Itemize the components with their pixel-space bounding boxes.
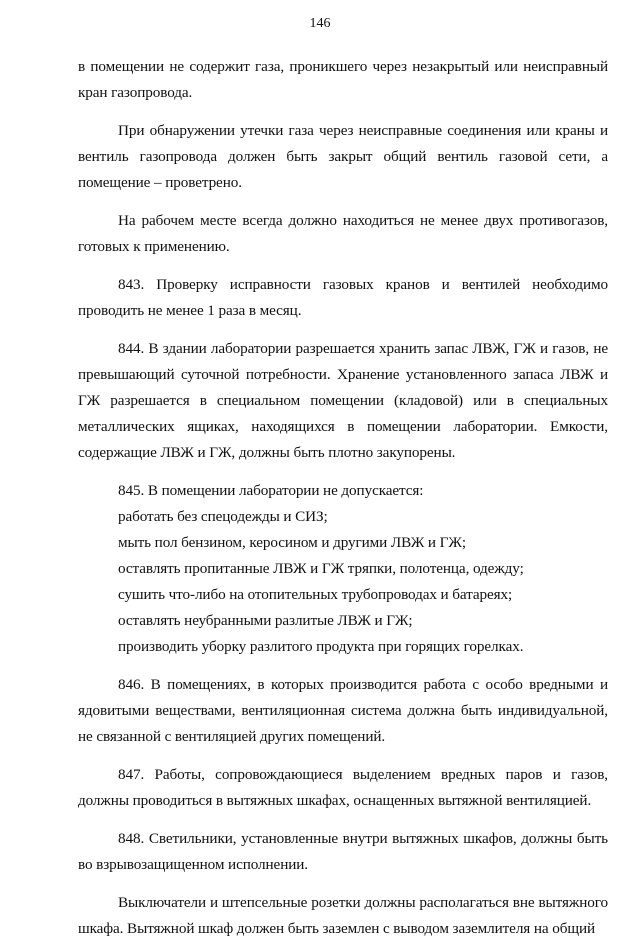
paragraph-switches: Выключатели и штепсельные розетки должны располагаться вне вытяжного шкафа. Вытяжной шкаф должен быть заземлен с выводом заземлителя на общий — [78, 894, 608, 937]
list-item: оставлять неубранными разлитые ЛВЖ и ГЖ; — [118, 612, 413, 629]
paragraph-847: 847. Работы, сопровождающиеся выделением вредных паров и газов, должны проводиться в вытяжных шкафах, оснащенных вытяжной вентиляцией. — [78, 766, 608, 809]
paragraph-846: 846. В помещениях, в которых производится работа с особо вредными и ядовитыми веществами, вентиляционная система должна быть индивидуальной, не связанной с вентиляцией других помещений. — [78, 676, 608, 745]
paragraph-845-intro: 845. В помещении лаборатории не допускается: — [118, 482, 424, 499]
document-body — [78, 54, 608, 942]
paragraph-843: 843. Проверку исправности газовых кранов и вентилей необходимо проводить не менее 1 раза в месяц. — [78, 276, 608, 319]
list-item: сушить что-либо на отопительных трубопроводах и батареях; — [118, 586, 513, 603]
list-item: оставлять пропитанные ЛВЖ и ГЖ тряпки, полотенца, одежду; — [118, 560, 524, 577]
paragraph-gas-leak: При обнаружении утечки газа через неисправные соединения или краны и вентиль газопровода должен быть закрыт общий вентиль газовой сети, а помещение – проветрено. — [78, 122, 608, 191]
list-item: мыть пол бензином, керосином и другими ЛВЖ и ГЖ; — [118, 534, 466, 551]
paragraph-848: 848. Светильники, установленные внутри вытяжных шкафов, должны быть во взрывозащищенном исполнении. — [78, 830, 608, 873]
page-number: 146 — [309, 16, 331, 31]
list-item: производить уборку разлитого продукта при горящих горелках. — [118, 638, 524, 655]
list-item: работать без спецодежды и СИЗ; — [118, 508, 328, 525]
paragraph-844: 844. В здании лаборатории разрешается хранить запас ЛВЖ, ГЖ и газов, не превышающий суточной потребности. Хранение установленного запаса ЛВЖ и ГЖ разрешается в специальном помещении (кладовой) или в специальных металлических ящиках, находящихся в помещении лаборатории. Емкости, содержащие ЛВЖ и ГЖ, должны быть плотно закупорены. — [78, 340, 608, 461]
paragraph-gas-masks: На рабочем месте всегда должно находиться не менее двух противогазов, готовых к применению. — [78, 212, 608, 255]
paragraph-continuation: в помещении не содержит газа, проникшего через незакрытый или неисправный кран газопровода. — [78, 58, 608, 101]
